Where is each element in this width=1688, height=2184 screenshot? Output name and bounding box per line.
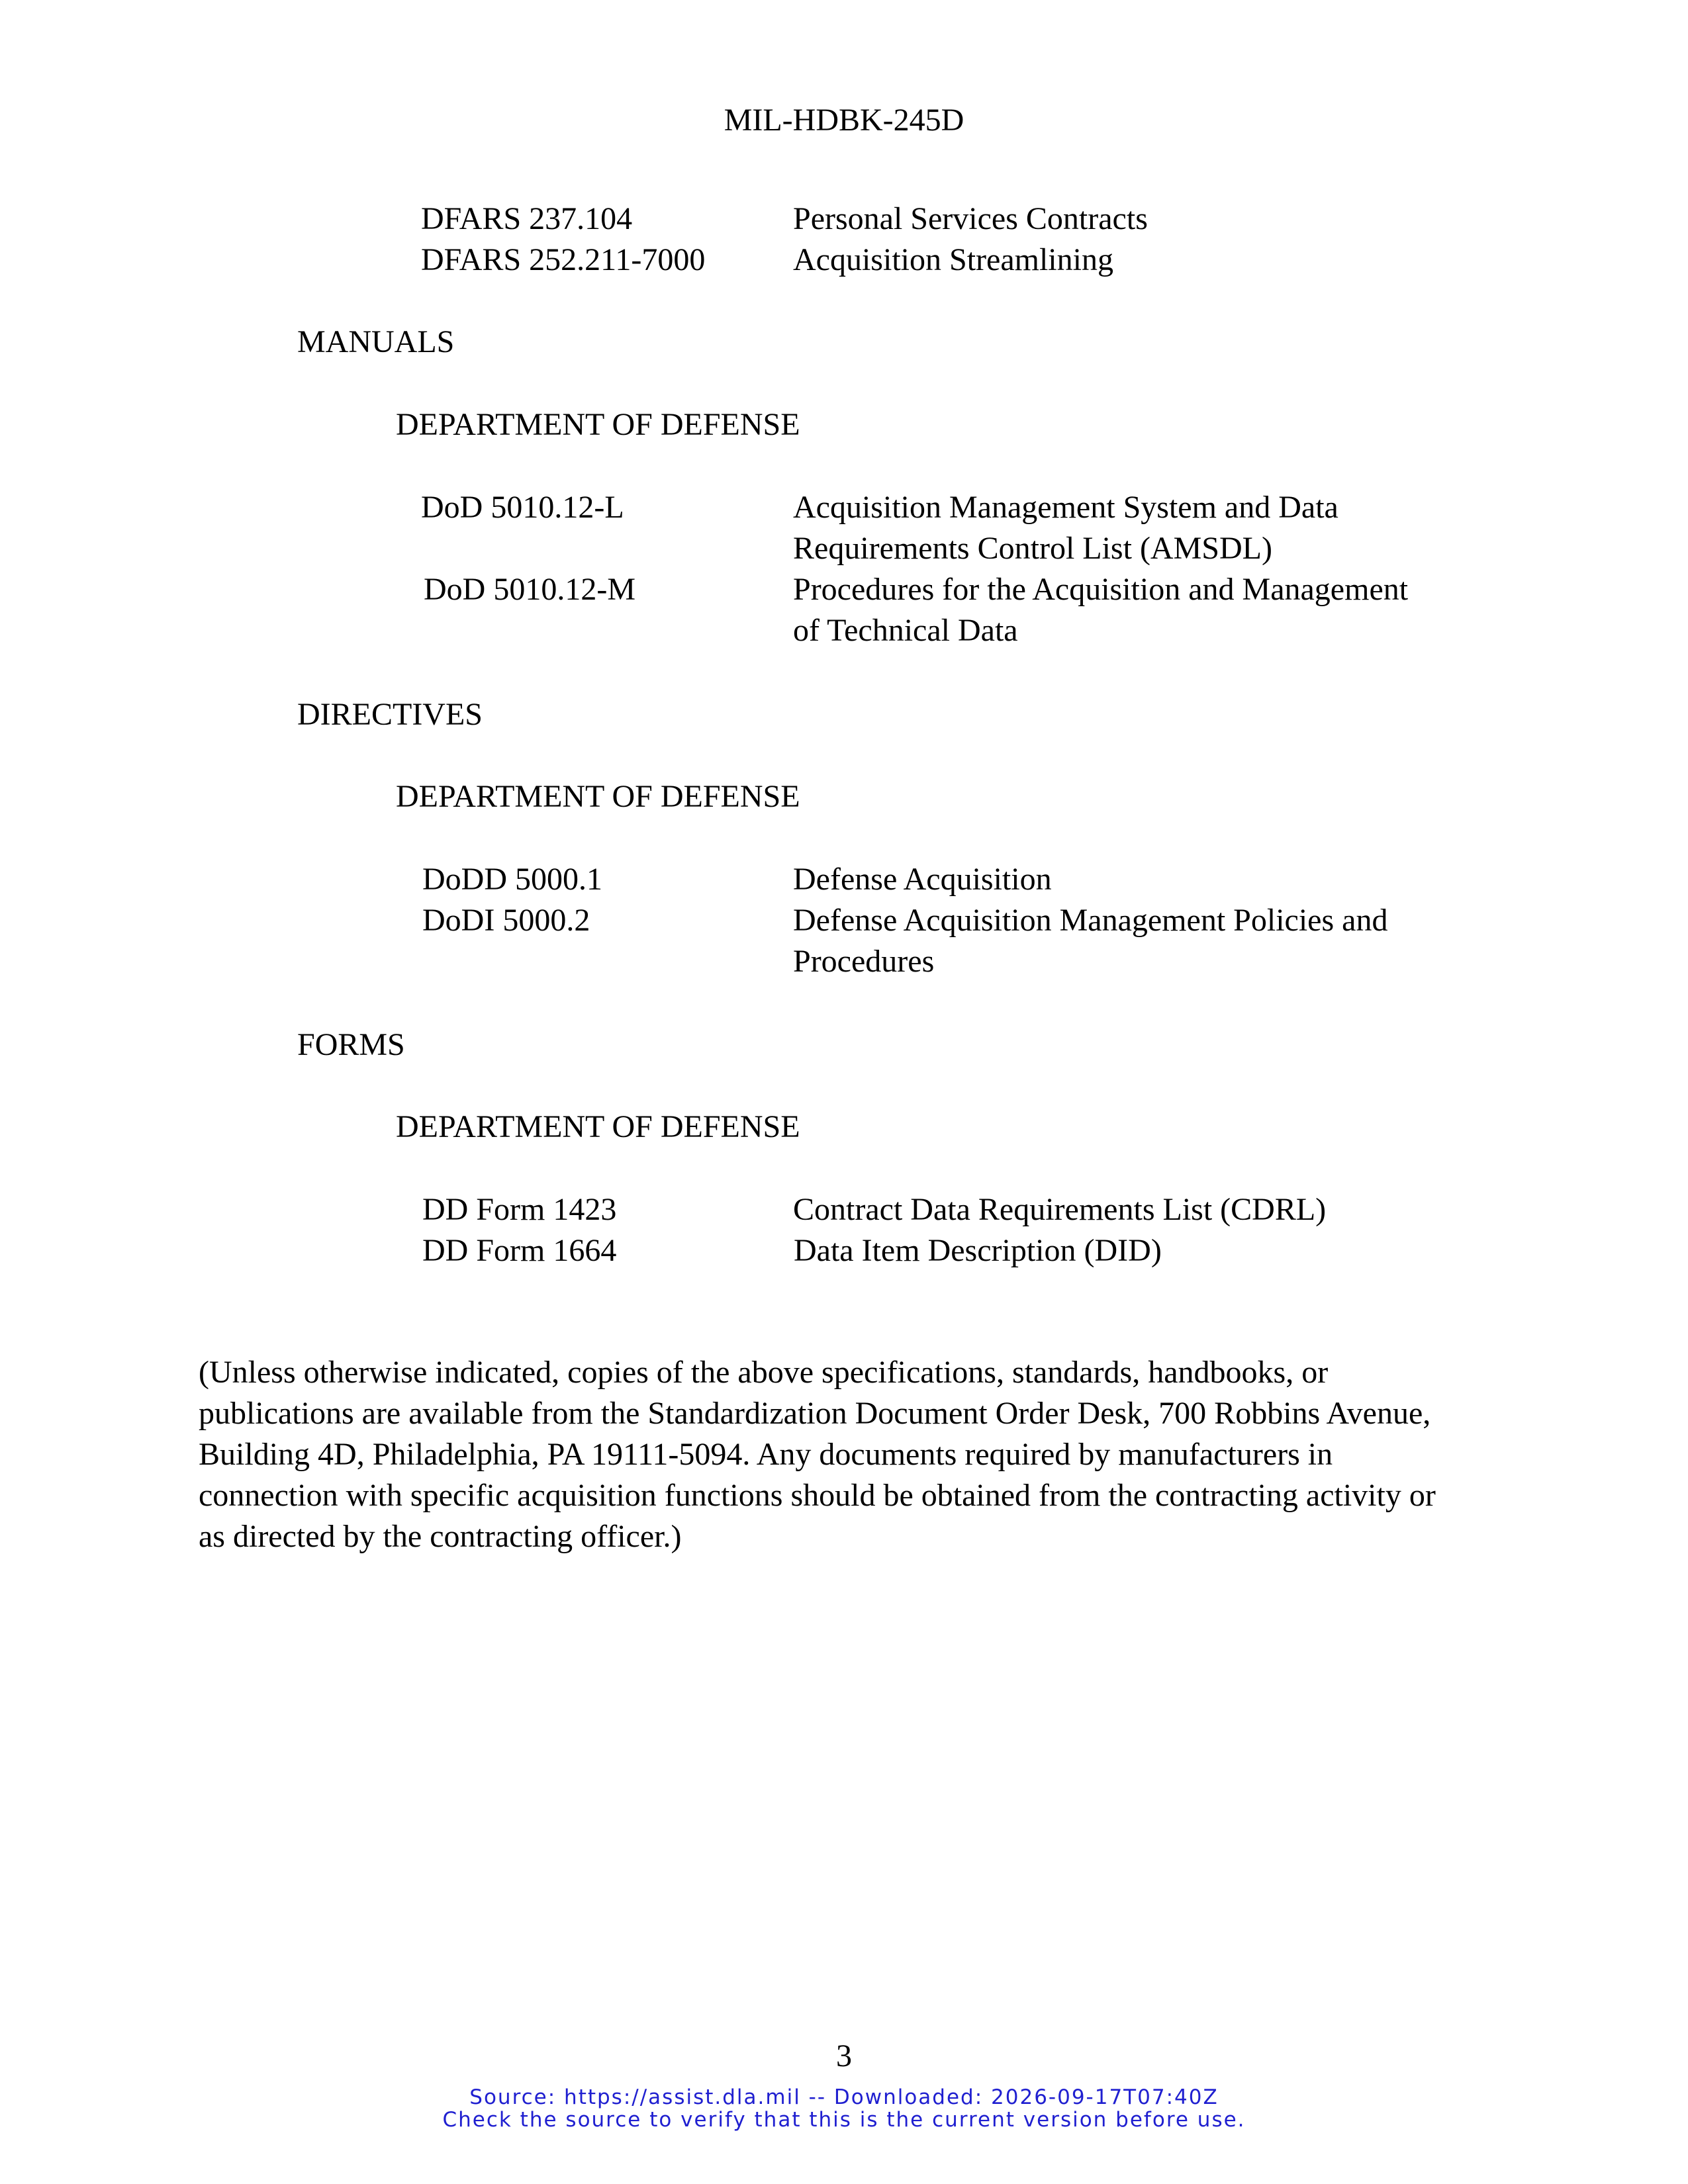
reference-entry bbox=[422, 1189, 1548, 1230]
section-heading-directives: DIRECTIVES bbox=[297, 697, 483, 732]
reference-description: Personal Services Contracts bbox=[793, 201, 1148, 236]
reference-description-continued: Procedures bbox=[793, 944, 935, 979]
note-line: Building 4D, Philadelphia, PA 19111-5094. Any documents required by manufacturers in bbox=[199, 1437, 1333, 1472]
reference-code: DD Form 1423 bbox=[422, 1192, 617, 1227]
reference-entry bbox=[421, 240, 1546, 281]
page-number: 3 bbox=[836, 2038, 852, 2073]
source-notice-line-2: Check the source to verify that this is the current version before use. bbox=[442, 2108, 1246, 2132]
reference-description: Acquisition Management System and Data bbox=[793, 490, 1338, 525]
reference-code: DoDI 5000.2 bbox=[422, 903, 590, 938]
reference-description: Defense Acquisition bbox=[793, 862, 1052, 897]
reference-description: Contract Data Requirements List (CDRL) bbox=[793, 1192, 1327, 1227]
agency-heading: DEPARTMENT OF DEFENSE bbox=[396, 1109, 800, 1144]
note-line: connection with specific acquisition functions should be obtained from the contracting activity or bbox=[199, 1478, 1436, 1513]
reference-description: Procedures for the Acquisition and Management bbox=[793, 572, 1409, 607]
reference-entry bbox=[421, 487, 1546, 569]
note-line: publications are available from the Standardization Document Order Desk, 700 Robbins Avenue, bbox=[199, 1396, 1431, 1431]
reference-code: DD Form 1664 bbox=[422, 1233, 617, 1268]
reference-entry bbox=[422, 859, 1548, 900]
reference-code: DFARS 237.104 bbox=[421, 201, 633, 236]
section-heading-manuals: MANUALS bbox=[297, 324, 455, 359]
document-id-header: MIL-HDBK-245D bbox=[724, 103, 964, 138]
source-notice-line-1: Source: https://assist.dla.mil -- Downloaded: 2026-09-17T07:40Z bbox=[469, 2085, 1219, 2109]
reference-entry bbox=[422, 900, 1548, 982]
reference-code: DoDD 5000.1 bbox=[422, 862, 602, 897]
section-heading-forms: FORMS bbox=[297, 1027, 405, 1062]
reference-description: Data Item Description (DID) bbox=[794, 1233, 1162, 1268]
reference-description: Acquisition Streamlining bbox=[793, 242, 1113, 277]
availability-note bbox=[199, 1352, 1523, 1557]
note-line: (Unless otherwise indicated, copies of the above specifications, standards, handbooks, or bbox=[199, 1355, 1329, 1390]
reference-entry bbox=[421, 199, 1546, 240]
reference-code: DFARS 252.211-7000 bbox=[421, 242, 706, 277]
agency-heading: DEPARTMENT OF DEFENSE bbox=[396, 779, 800, 814]
note-line: as directed by the contracting officer.) bbox=[199, 1519, 682, 1554]
reference-entry bbox=[422, 1230, 1548, 1271]
reference-code: DoD 5010.12-M bbox=[424, 572, 635, 607]
reference-description-continued: Requirements Control List (AMSDL) bbox=[793, 531, 1272, 566]
reference-code: DoD 5010.12-L bbox=[421, 490, 624, 525]
reference-entry bbox=[424, 569, 1549, 651]
agency-heading: DEPARTMENT OF DEFENSE bbox=[396, 407, 800, 442]
reference-description-continued: of Technical Data bbox=[793, 613, 1018, 648]
reference-description: Defense Acquisition Management Policies and bbox=[793, 903, 1388, 938]
